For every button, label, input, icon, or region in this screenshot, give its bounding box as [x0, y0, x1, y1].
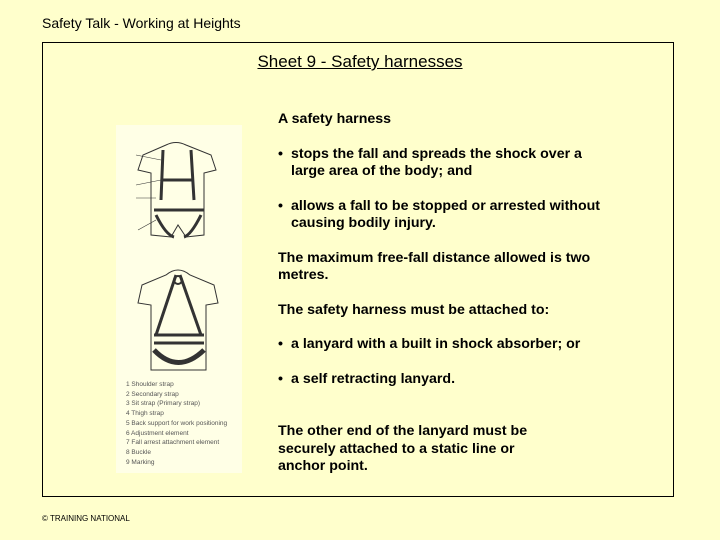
bullet-item: • stops the fall and spreads the shock over a large area of the body; and: [278, 146, 618, 181]
bullet-item: • a self retracting lanyard.: [278, 370, 456, 387]
back-harness-drawing: [138, 270, 218, 370]
harness-illustration: [116, 125, 242, 473]
bullet-text: stops the fall and spreads the shock over a large area of the body; and: [291, 145, 582, 179]
content-text: [278, 111, 618, 476]
bullet-item: • allows a fall to be stopped or arrested without causing bodily injury.: [278, 198, 618, 233]
bullet-item: • a lanyard with a built in shock absorber; or: [278, 336, 581, 352]
harness-heading: A safety harness: [278, 111, 392, 127]
bullet-text: allows a fall to be stopped or arrested without causing bodily injury.: [291, 197, 601, 231]
bullet-text: a lanyard with a built in shock absorber; or: [291, 336, 581, 352]
harness-legend: [126, 380, 227, 467]
page-header-title: Safety Talk - Working at Heights: [42, 15, 241, 31]
sheet-title: Sheet 9 - Safety harnesses: [257, 52, 463, 71]
legend-item: 9 Marking: [126, 458, 155, 466]
legend-item: 2 Secondary strap: [126, 390, 179, 398]
bullet-text: a self retracting lanyard.: [291, 370, 456, 387]
legend-item: 7 Fall arrest attachment element: [126, 439, 220, 447]
legend-item: 6 Adjustment element: [126, 429, 189, 437]
freefall-text: The maximum free-fall distance allowed is two metres.: [278, 249, 591, 283]
legend-item: 8 Buckle: [126, 448, 151, 456]
legend-item: 5 Back support for work positioning: [126, 419, 228, 427]
other-end-text: The other end of the lanyard must be securely attached to a static line or anchor point.: [278, 423, 528, 474]
legend-item: 4 Thigh strap: [126, 410, 164, 418]
front-harness-drawing: [136, 143, 216, 238]
copyright: © TRAINING NATIONAL: [42, 514, 130, 523]
legend-item: 3 Sit strap (Primary strap): [126, 400, 201, 408]
attach-heading: The safety harness must be attached to:: [278, 301, 550, 318]
legend-item: 1 Shoulder strap: [126, 381, 174, 388]
